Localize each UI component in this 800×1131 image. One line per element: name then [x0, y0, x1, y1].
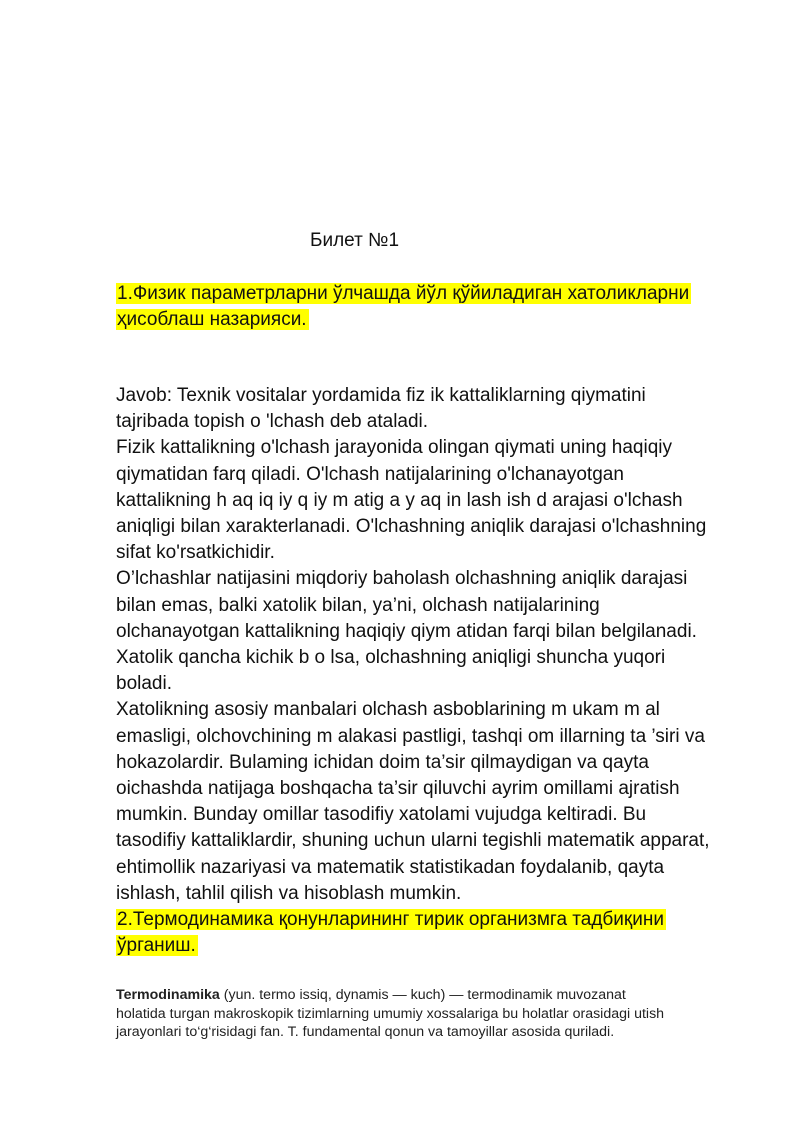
answer-line: tasodifiy kattaliklardir, shuning uchun ularni tegishli matematik apparat, — [116, 830, 710, 852]
definition-term: Termodinamika — [116, 987, 220, 1003]
answer-line: Xatolikning asosiy manbalari olchash asboblarining m ukam m al — [116, 699, 660, 721]
answer-line: ehtimollik nazariyasi va matematik statistikadan foydalanib, qayta — [116, 856, 665, 878]
answer-line: O’lchashlar natijasini miqdoriy baholash olchashning aniqlik darajasi — [116, 568, 688, 590]
answer-line: oichashda natijaga boshqacha ta’sir qiluvchi ayrim omillami ajratish — [116, 778, 680, 800]
answer-line: bilan emas, balki xatolik bilan, ya’ni, olchash natijalarining — [116, 594, 600, 616]
question-2-line — [116, 907, 756, 933]
answer-line: Javob: Texnik vositalar yordamida fiz ik kattaliklarning qiymatini — [116, 385, 646, 406]
ticket-title: Билет №1 — [310, 230, 400, 251]
answer-line: ishlash, tahlil qilish va hisoblash mumkin. — [116, 882, 462, 904]
question-1-line — [116, 281, 756, 307]
answer-line: mumkin. Bunday omillar tasodifiy xatolami vujudga keltiradi. Bu — [116, 804, 647, 826]
definition-line: jarayonlari to‘g‘risidagi fan. T. fundamental qonun va tamoyillar asosida quriladi. — [116, 1024, 615, 1040]
question-2-line — [116, 933, 756, 959]
question-1 — [116, 281, 756, 333]
answer-line: emasligi, olchovchining m alakasi pastligi, tashqi om illarning ta ’siri va — [116, 725, 705, 747]
question-1-highlight: ҳисоблаш назарияси. — [117, 309, 307, 331]
definition-paragraph — [116, 986, 756, 1042]
answer-line: aniqligi bilan xarakterlanadi. O'lchashning aniqlik darajasi o'lchashning — [116, 516, 707, 538]
question-1-highlight: 1.Физик параметрларни ўлчашда йўл қўйиладиган хатоликларни — [117, 283, 690, 304]
question-2-highlight: ўрганиш. — [117, 935, 196, 957]
answer-line: sifat ko'rsatkichidir. — [116, 542, 275, 564]
answer-line: Fizik kattalikning o'lchash jarayonida olingan qiymati uning haqiqiy — [116, 437, 673, 459]
answer-line: Xatolik qancha kichik b o lsa, olchashning aniqligi shuncha yuqori — [116, 647, 666, 669]
answer-line: boladi. — [116, 673, 172, 695]
answer-line: tajribada topish o 'lchash deb ataladi. — [116, 411, 429, 433]
definition-text: (yun. termo issiq, dynamis — kuch) — termodinamik muvozanat — [219, 987, 626, 1003]
question-2-highlight: 2.Термодинамика қонунларининг тирик организмга тадбиқини — [117, 909, 664, 931]
definition-line: holatida turgan makroskopik tizimlarning umumiy xossalariga bu holatlar orasidagi utish — [116, 1005, 665, 1022]
answer-block — [116, 383, 756, 959]
answer-line: hokazolardir. Bulaming ichidan doim ta’sir qilmaydigan va qayta — [116, 751, 649, 773]
answer-line: kattalikning h aq iq iy q iy m atig a y aq in lash ish d arajasi o'lchash — [116, 489, 683, 511]
definition-line — [116, 986, 756, 1005]
answer-line: qiymatidan farq qiladi. O'lchash natijalarining o'lchanayotgan — [116, 463, 624, 485]
question-1-line — [116, 307, 756, 333]
answer-line: olchanayotgan kattalikning haqiqiy qiym atidan farqi bilan belgilanadi. — [116, 620, 697, 642]
